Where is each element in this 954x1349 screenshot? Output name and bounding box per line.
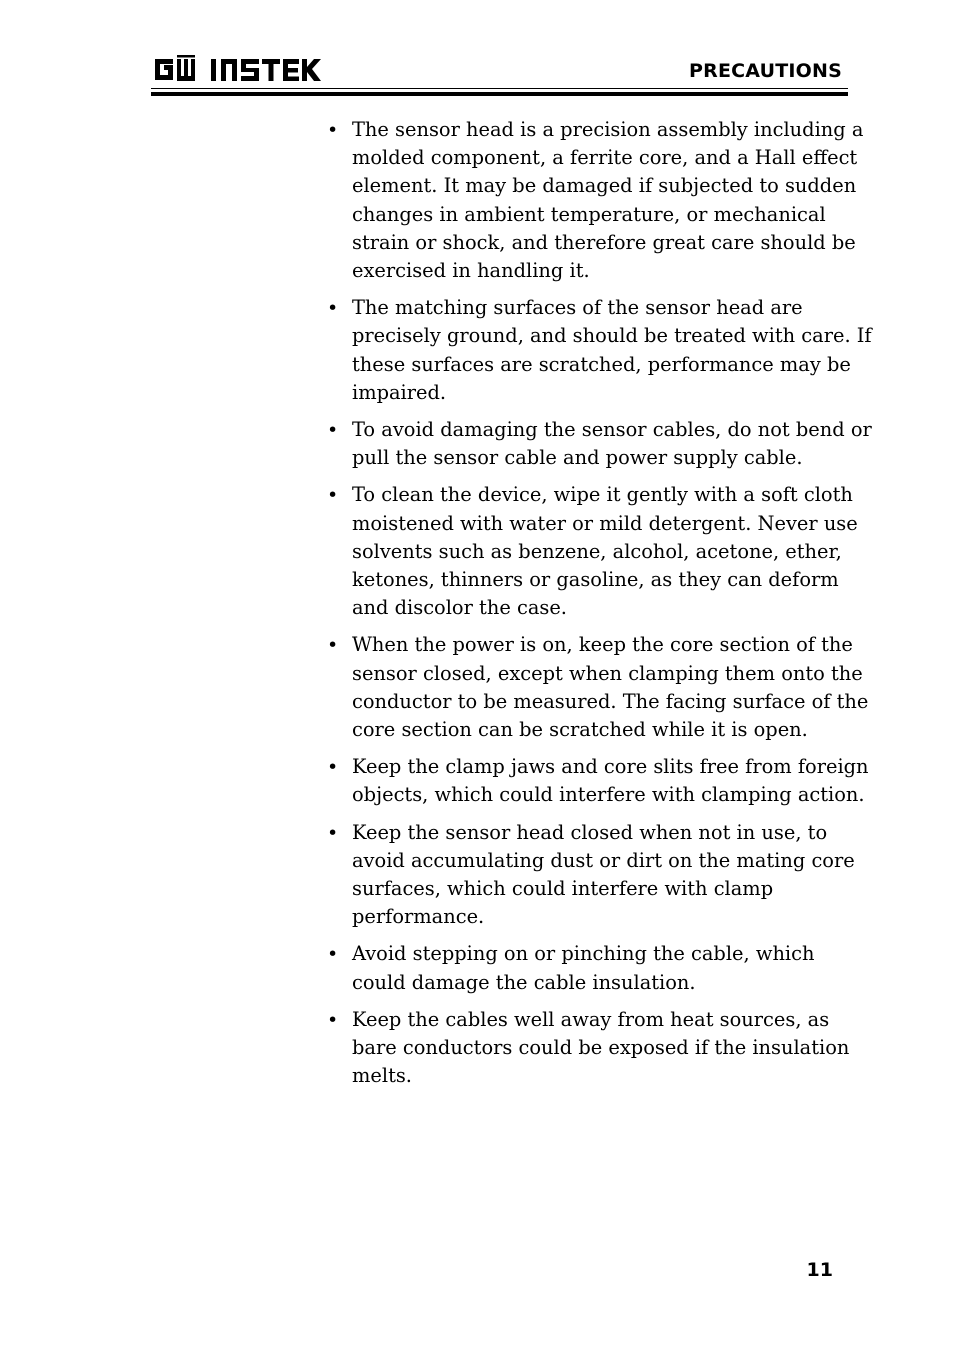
list-item bbox=[327, 481, 872, 622]
bullet-icon: • bbox=[327, 943, 339, 966]
precaution-text: Keep the cables well away from heat sources, as bare conductors could be exposed if the insulation melts. bbox=[352, 1007, 850, 1088]
bullet-icon: • bbox=[327, 419, 339, 442]
bullet-icon: • bbox=[327, 756, 339, 779]
bullet-icon: • bbox=[327, 484, 339, 507]
bullet-icon: • bbox=[327, 297, 339, 320]
list-item bbox=[327, 116, 872, 285]
precautions-list bbox=[327, 116, 872, 1100]
precaution-text: Avoid stepping on or pinching the cable, which could damage the cable insulation. bbox=[352, 942, 815, 994]
section-title: PRECAUTIONS bbox=[689, 60, 842, 82]
list-item bbox=[327, 819, 872, 932]
precaution-text: Keep the clamp jaws and core slits free from foreign objects, which could interfere with clamping action. bbox=[352, 755, 869, 807]
gw-instek-logo bbox=[153, 55, 323, 83]
precaution-text: To avoid damaging the sensor cables, do not bend or pull the sensor cable and power supply cable. bbox=[352, 418, 872, 470]
list-item bbox=[327, 940, 872, 996]
list-item bbox=[327, 294, 872, 407]
list-item bbox=[327, 416, 872, 472]
list-item bbox=[327, 631, 872, 744]
header-rule-thin bbox=[151, 88, 848, 89]
bullet-icon: • bbox=[327, 1008, 339, 1031]
page-number: 11 bbox=[806, 1259, 833, 1281]
precaution-text: The sensor head is a precision assembly including a molded component, a ferrite core, and a Hall effect element. It may be damaged if subjected to sudden changes in ambient temperature, or mechanical strain or shock, and therefore great care should be exercised in handling it. bbox=[352, 118, 864, 283]
list-item bbox=[327, 1006, 872, 1091]
bullet-icon: • bbox=[327, 119, 339, 141]
list-item bbox=[327, 753, 872, 809]
precaution-text: The matching surfaces of the sensor head are precisely ground, and should be treated with care. If these surfaces are scratched, performance may be impaired. bbox=[352, 296, 872, 404]
bullet-icon: • bbox=[327, 821, 339, 844]
header-rule-thick bbox=[151, 92, 848, 96]
precaution-text: When the power is on, keep the core section of the sensor closed, except when clamping them onto the conductor to be measured. The facing surface of the core section can be scratched while it is open. bbox=[352, 633, 869, 742]
bullet-icon: • bbox=[327, 634, 339, 657]
precaution-text: To clean the device, wipe it gently with a soft cloth moistened with water or mild detergent. Never use solvents such as benzene, alcohol, acetone, ether, ketones, thinners or gasoline, as they can deform and discolor the case. bbox=[352, 483, 858, 620]
precaution-text: Keep the sensor head closed when not in use, to avoid accumulating dust or dirt on the mating core surfaces, which could interfere with clamp performance. bbox=[352, 820, 855, 929]
